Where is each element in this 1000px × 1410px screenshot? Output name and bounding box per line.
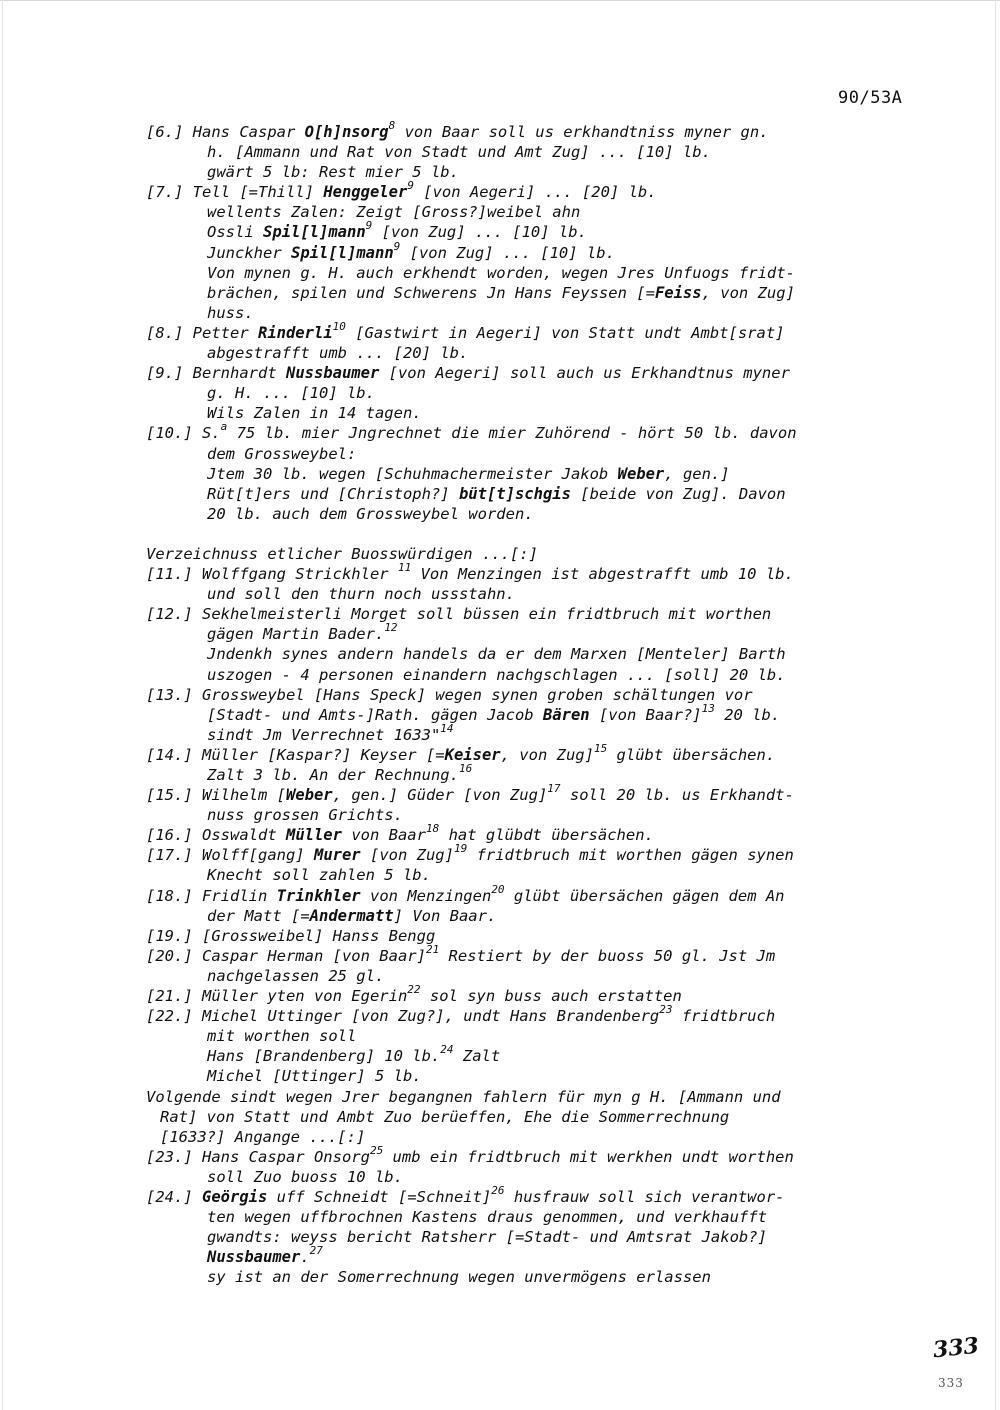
text-line: Wils Zalen in 14 tagen. bbox=[207, 404, 422, 423]
text-line: Volgende sindt wegen Jrer begangnen fahlern für myn g H. [Ammann und bbox=[146, 1087, 781, 1106]
text-line: [21.] Müller yten von Egerin$^{22}$ sol syn buss auch erstatten bbox=[146, 983, 682, 1006]
text-line: [10.] S.$^a$ 75 lb. mier Jngrechnet die mier Zuhörend - hört 50 lb. davon bbox=[146, 420, 797, 443]
text-line: Jndenkh synes andern handels da er dem Marxen [Menteler] Barth bbox=[207, 645, 786, 664]
text-line: nuss grossen Grichts. bbox=[207, 806, 403, 825]
text-line: [14.] Müller [Kaspar?] Keyser [=Keiser, von Zug]$^{15}$ glübt übersächen. bbox=[146, 741, 776, 764]
text-line: gwärt 5 lb: Rest mier 5 lb. bbox=[207, 163, 459, 182]
text-line: Verzeichnuss etlicher Buosswürdigen ...[:] bbox=[146, 544, 538, 563]
text-line: der Matt [=Andermatt] Von Baar. bbox=[207, 906, 497, 925]
text-line: gwandts: weyss bericht Ratsherr [=Stadt- und Amtsrat Jakob?] bbox=[207, 1228, 767, 1247]
text-line: [Stadt- und Amts-]Rath. gägen Jacob Bären [von Baar?]$^{13}$ 20 lb. bbox=[207, 701, 781, 724]
text-line: [20.] Caspar Herman [von Baar]$^{21}$ Restiert by der buoss 50 gl. Jst Jm bbox=[146, 942, 776, 965]
blank-line bbox=[146, 524, 946, 544]
text-line: und soll den thurn noch ussstahn. bbox=[207, 585, 515, 604]
text-line: Hans [Brandenberg] 10 lb.$^{24}$ Zalt bbox=[207, 1043, 501, 1066]
text-line: [24.] Geörgis uff Schneidt [=Schneit]$^{26}$ husfrauw soll sich verantwor- bbox=[146, 1183, 785, 1206]
text-line: [17.] Wolff[gang] Murer [von Zug]$^{19}$ fridtbruch mit worthen gägen synen bbox=[146, 842, 794, 865]
text-line: [9.] Bernhardt Nussbaumer [von Aegeri] soll auch us Erkhandtnus myner bbox=[146, 364, 790, 383]
faint-folio-number: 333 bbox=[938, 1376, 964, 1390]
text-line: Zalt 3 lb. An der Rechnung.$^{16}$ bbox=[207, 762, 473, 784]
text-line: [13.] Grossweybel [Hans Speck] wegen synen groben schältungen vor bbox=[146, 685, 753, 704]
text-line: [22.] Michel Uttinger [von Zug?], undt Hans Brandenberg$^{23}$ fridtbruch bbox=[146, 1003, 776, 1026]
text-line: huss. bbox=[207, 303, 254, 322]
text-line: Rüt[t]ers und [Christoph?] büt[t]schgis [beide von Zug]. Davon bbox=[207, 484, 786, 503]
text-line: [15.] Wilhelm [Weber, gen.] Güder [von Zug]$^{17}$ soll 20 lb. us Erkhandt- bbox=[146, 782, 794, 805]
text-line: gägen Martin Bader.$^{12}$ bbox=[207, 621, 398, 644]
text-line: Jtem 30 lb. wegen [Schuhmachermeister Jakob Weber, gen.] bbox=[207, 464, 730, 483]
scan-edge-right bbox=[995, 0, 996, 1410]
text-line: nachgelassen 25 gl. bbox=[207, 966, 385, 985]
text-line: [19.] [Grossweibel] Hanss Bengg bbox=[146, 926, 436, 945]
transcription-body bbox=[146, 119, 946, 1287]
text-line: h. [Ammann und Rat von Stadt und Amt Zug] ... [10] lb. bbox=[207, 143, 711, 162]
text-line: [16.] Osswaldt Müller von Baar$^{18}$ hat glübdt übersächen. bbox=[146, 822, 654, 845]
text-line: [23.] Hans Caspar Onsorg$^{25}$ umb ein fridtbruch mit werkhen undt worthen bbox=[146, 1143, 794, 1166]
text-line: Rat] von Statt und Ambt Zuo berüeffen, Ehe die Sommerrechnung bbox=[160, 1107, 730, 1126]
text-line: brächen, spilen und Schwerens Jn Hans Feyssen [=Feiss, von Zug] bbox=[207, 283, 795, 302]
text-line: [1633?] Angange ...[:] bbox=[160, 1127, 366, 1146]
scan-edge-left bbox=[2, 0, 3, 1410]
text-line: g. H. ... [10] lb. bbox=[207, 384, 375, 403]
text-line: mit worthen soll bbox=[207, 1027, 357, 1046]
scan-edge-top bbox=[0, 0, 1000, 1]
text-line: wellents Zalen: Zeigt [Gross?]weibel ahn bbox=[207, 203, 581, 222]
text-line: ten wegen uffbrochnen Kastens draus genommen, und verkhaufft bbox=[207, 1208, 767, 1227]
page-number: 90/53A bbox=[838, 88, 903, 108]
text-line: abgestrafft umb ... [20] lb. bbox=[207, 344, 469, 363]
text-line: [11.] Wolffgang Strickhler $^{11}$ Von Menzingen ist abgestrafft umb 10 lb. bbox=[146, 561, 794, 584]
text-line: dem Grossweybel: bbox=[207, 444, 357, 463]
text-line: soll Zuo buoss 10 lb. bbox=[207, 1167, 403, 1186]
text-line: sindt Jm Verrechnet 1633"$^{14}$ bbox=[207, 721, 454, 744]
text-line: Nussbaumer.$^{27}$ bbox=[207, 1244, 323, 1267]
text-line: [12.] Sekhelmeisterli Morget soll büssen ein fridtbruch mit worthen bbox=[146, 605, 772, 624]
text-line: 20 lb. auch dem Grossweybel worden. bbox=[207, 504, 534, 523]
text-line: [8.] Petter Rinderli$^{10}$ [Gastwirt in Aegeri] von Statt undt Ambt[srat] bbox=[146, 319, 785, 342]
text-line: Junckher Spil[l]mann$^9$ [von Zug] ... [10] lb. bbox=[207, 239, 615, 262]
handwritten-folio-number: 333 bbox=[931, 1332, 981, 1364]
text-line: [18.] Fridlin Trinkhler von Menzingen$^{20}$ glübt übersächen gägen dem An bbox=[146, 882, 785, 905]
text-line: Michel [Uttinger] 5 lb. bbox=[207, 1067, 422, 1086]
text-line: [7.] Tell [=Thill] Henggeler$^9$ [von Aegeri] ... [20] lb. bbox=[146, 179, 657, 202]
text-line: Von mynen g. H. auch erkhendt worden, wegen Jres Unfuogs fridt- bbox=[207, 263, 795, 282]
text-line: [6.] Hans Caspar O[h]nsorg$^8$ von Baar soll us erkhandtniss myner gn. bbox=[146, 119, 769, 141]
text-line: sy ist an der Somerrechnung wegen unvermögens erlassen bbox=[207, 1268, 711, 1287]
text-line: uszogen - 4 personen einandern nachgschlagen ... [soll] 20 lb. bbox=[207, 665, 786, 684]
text-line: Ossli Spil[l]mann$^9$ [von Zug] ... [10] lb. bbox=[207, 219, 587, 242]
text-line: Knecht soll zahlen 5 lb. bbox=[207, 866, 431, 885]
